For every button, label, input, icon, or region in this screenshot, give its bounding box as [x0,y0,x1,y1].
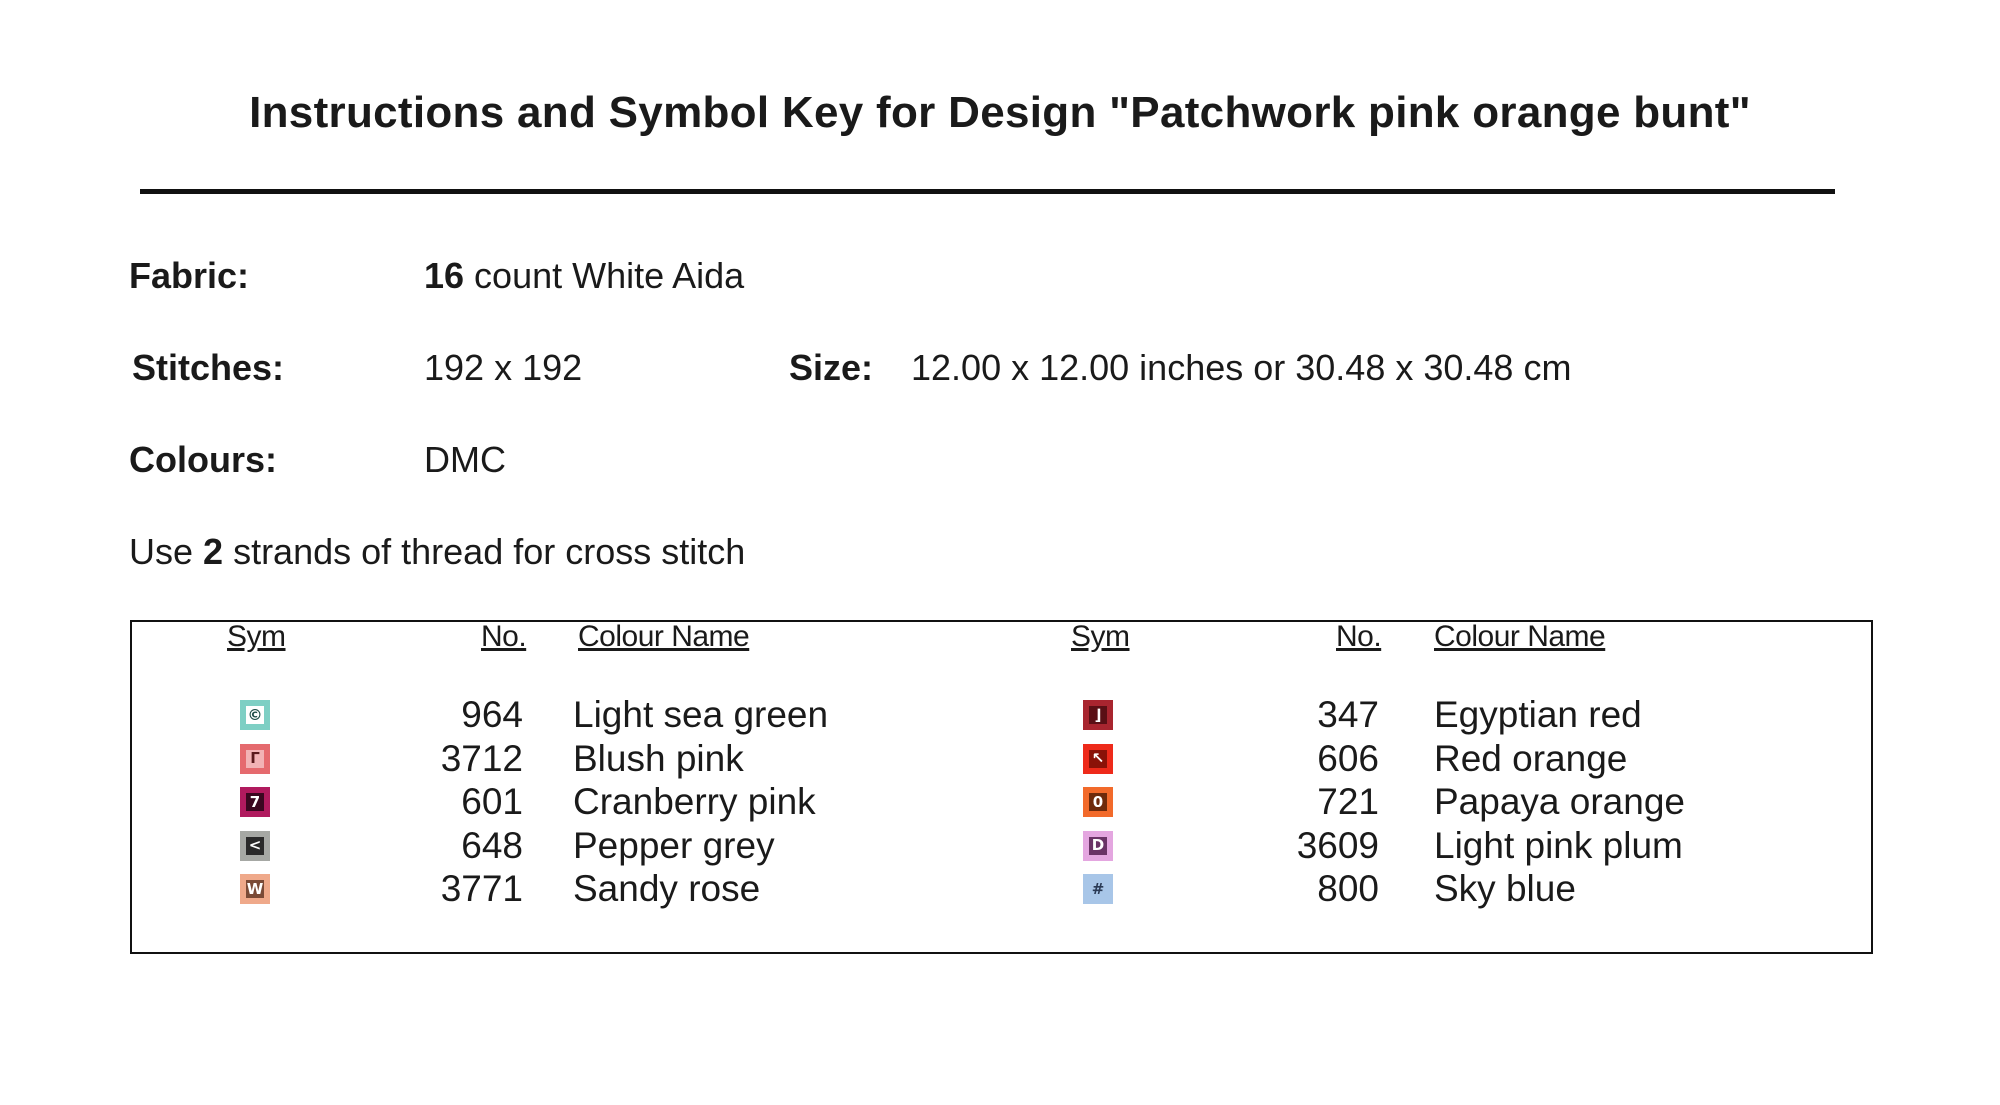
hash-symbol-icon: # [1089,880,1107,898]
fabric-label: Fabric: [129,255,250,296]
dmc-number: 601 [461,781,523,822]
colour-name: Sandy rose [573,868,761,909]
dmc-number: 606 [1317,737,1379,779]
left-colour-name-header: Colour Name [578,620,750,653]
right-no-header: No. [1336,620,1382,653]
right-sym-header: Sym [1071,620,1130,653]
colour-swatch [1083,787,1113,817]
left-sym-header: Sym [227,620,286,653]
colour-swatch [1083,700,1113,730]
title-divider [140,189,1835,194]
d-symbol-icon: D [1089,837,1107,855]
colour-name: Egyptian red [1434,694,1642,735]
fabric-type: count White Aida [464,255,745,296]
zero-symbol-icon: 0 [1089,793,1107,811]
colour-name: Cranberry pink [573,781,816,822]
colours-label: Colours: [129,439,277,480]
colour-name: Light sea green [573,694,829,735]
seven-symbol-icon: 7 [246,793,264,811]
size-value: 12.00 x 12.00 inches or 30.48 x 30.48 cm [911,347,1572,388]
strands-suffix: strands of thread for cross stitch [223,531,746,572]
strands-instruction [129,531,745,573]
colours-value: DMC [424,439,506,480]
w-symbol-icon: W [246,879,264,898]
copyright-symbol-icon: © [247,705,263,724]
dmc-number: 3771 [440,868,523,909]
document-title: Instructions and Symbol Key for Design "Patchwork pink orange bunt" [249,88,1751,137]
colour-swatch [1083,831,1113,861]
colour-name: Blush pink [573,737,744,779]
dmc-number: 964 [461,694,523,735]
colour-swatch [240,700,270,730]
colour-swatch [240,874,270,904]
strands-prefix: Use [129,531,204,572]
colour-name: Sky blue [1434,868,1576,909]
left-no-header: No. [481,620,527,653]
fabric-value [424,255,744,297]
colour-swatch [240,787,270,817]
colour-name: Red orange [1434,737,1628,779]
stitches-value: 192 x 192 [424,347,583,388]
dmc-number: 347 [1317,694,1379,735]
right-colour-name-header: Colour Name [1434,620,1606,653]
stitches-label: Stitches: [132,347,285,388]
fabric-count: 16 [424,255,465,296]
arrow-symbol-icon: ↖ [1089,750,1107,768]
dmc-number: 3712 [440,737,523,779]
colour-name: Light pink plum [1434,824,1683,866]
dmc-number: 800 [1317,868,1379,909]
dmc-number: 648 [461,824,523,866]
less-than-symbol-icon: < [246,837,264,855]
colour-swatch [1083,744,1113,774]
colour-swatch [1083,874,1113,904]
corner-symbol-icon: ⌋ [1089,706,1107,724]
colour-name: Pepper grey [573,824,775,866]
colour-swatch [240,831,270,861]
dmc-number: 3609 [1296,824,1379,866]
strands-count: 2 [203,531,224,572]
dmc-number: 721 [1317,781,1379,822]
colour-name: Papaya orange [1434,781,1685,822]
gamma-symbol-icon: Γ [246,750,264,768]
size-label: Size: [789,347,874,388]
colour-swatch [240,744,270,774]
